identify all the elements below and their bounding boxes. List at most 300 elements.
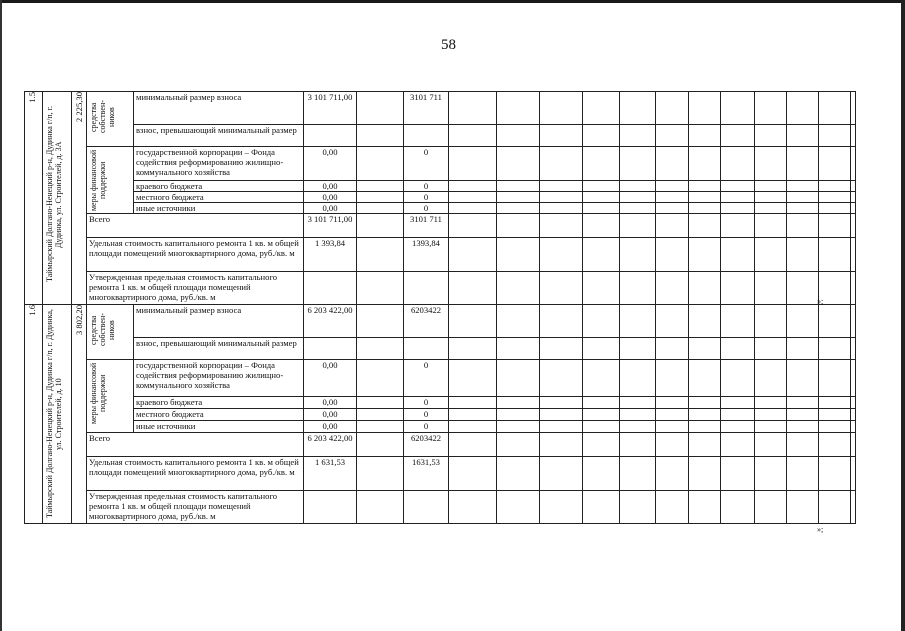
limit_cost-empty-cell	[721, 491, 755, 524]
total-empty-cell	[819, 214, 851, 238]
value-rub-min_fee: 3 101 711,00	[304, 92, 357, 125]
total-empty-cell	[851, 433, 856, 457]
limit_cost-empty-cell	[755, 491, 787, 524]
limit_cost-empty-cell	[656, 491, 689, 524]
table-row	[25, 125, 856, 147]
regional-empty-cell	[787, 397, 819, 409]
unit_cost-empty-cell	[851, 238, 856, 272]
unit_cost-empty-cell	[787, 457, 819, 491]
value-alt-other: 0	[404, 421, 449, 433]
unit_cost-empty-cell	[755, 457, 787, 491]
min_fee-empty-cell	[819, 92, 851, 125]
min_fee-empty-cell	[755, 305, 787, 338]
local-empty-cell	[689, 409, 721, 421]
total-empty-cell	[620, 214, 656, 238]
value-rub-over_min	[304, 338, 357, 360]
unit_cost-empty-cell	[540, 238, 583, 272]
total-empty-cell	[497, 214, 540, 238]
over_min-empty-cell	[787, 125, 819, 147]
regional-empty-cell	[449, 181, 497, 192]
regional-empty-cell	[583, 181, 620, 192]
limit_cost-empty-cell	[620, 491, 656, 524]
row-label-over_min: взнос, превышающий минимальный размер	[134, 125, 304, 147]
min_fee-empty-cell	[721, 92, 755, 125]
table-row	[25, 409, 856, 421]
other-empty-cell	[449, 203, 497, 214]
empty-cell	[357, 338, 404, 360]
table-row	[25, 360, 856, 397]
other-empty-cell	[497, 203, 540, 214]
regional-empty-cell	[620, 181, 656, 192]
support-measures-label	[87, 360, 134, 433]
empty-cell	[357, 305, 404, 338]
value-rub-total: 6 203 422,00	[304, 433, 357, 457]
min_fee-empty-cell	[689, 92, 721, 125]
regional-empty-cell	[819, 181, 851, 192]
house-area-text: 3 802,20	[74, 305, 84, 336]
local-empty-cell	[689, 192, 721, 203]
other-empty-cell	[755, 203, 787, 214]
row-label-regional: краевого бюджета	[134, 397, 304, 409]
other-empty-cell	[851, 421, 856, 433]
min_fee-empty-cell	[620, 92, 656, 125]
value-rub-fund: 0,00	[304, 147, 357, 181]
value-alt-other: 0	[404, 203, 449, 214]
regional-empty-cell	[721, 181, 755, 192]
regional-empty-cell	[851, 181, 856, 192]
unit_cost-empty-cell	[583, 457, 620, 491]
scan-edge-top	[0, 0, 905, 3]
empty-cell	[357, 360, 404, 397]
fund-empty-cell	[819, 360, 851, 397]
row-label-total: Всего	[87, 433, 304, 457]
limit_cost-empty-cell	[721, 272, 755, 305]
limit_cost-empty-cell	[449, 491, 497, 524]
limit_cost-empty-cell	[497, 272, 540, 305]
over_min-empty-cell	[721, 338, 755, 360]
min_fee-empty-cell	[721, 305, 755, 338]
unit_cost-empty-cell	[819, 238, 851, 272]
local-empty-cell	[540, 192, 583, 203]
fund-empty-cell	[755, 147, 787, 181]
limit_cost-empty-cell	[620, 272, 656, 305]
value-alt-total: 3101 711	[404, 214, 449, 238]
unit_cost-empty-cell	[819, 457, 851, 491]
own-funds-label	[87, 305, 134, 360]
unit_cost-empty-cell	[755, 238, 787, 272]
over_min-empty-cell	[449, 338, 497, 360]
empty-cell	[357, 203, 404, 214]
unit_cost-empty-cell	[851, 457, 856, 491]
over_min-empty-cell	[656, 338, 689, 360]
table-row	[25, 272, 856, 305]
regional-empty-cell	[583, 397, 620, 409]
min_fee-empty-cell	[787, 305, 819, 338]
own-funds-label-text: средства собствен-ников	[89, 100, 116, 134]
other-empty-cell	[540, 203, 583, 214]
value-rub-min_fee: 6 203 422,00	[304, 305, 357, 338]
own-funds-label	[87, 92, 134, 147]
local-empty-cell	[449, 409, 497, 421]
min_fee-empty-cell	[497, 305, 540, 338]
regional-empty-cell	[787, 181, 819, 192]
local-empty-cell	[721, 409, 755, 421]
table-row	[25, 203, 856, 214]
row-label-min_fee: минимальный размер взноса	[134, 305, 304, 338]
unit_cost-empty-cell	[620, 238, 656, 272]
total-empty-cell	[449, 433, 497, 457]
empty-cell	[357, 397, 404, 409]
total-empty-cell	[689, 433, 721, 457]
other-empty-cell	[819, 203, 851, 214]
fund-empty-cell	[497, 360, 540, 397]
table-row	[25, 192, 856, 203]
over_min-empty-cell	[449, 125, 497, 147]
fund-empty-cell	[449, 147, 497, 181]
regional-empty-cell	[620, 397, 656, 409]
house-area	[72, 305, 87, 524]
min_fee-empty-cell	[620, 305, 656, 338]
local-empty-cell	[819, 409, 851, 421]
unit_cost-empty-cell	[721, 457, 755, 491]
total-empty-cell	[497, 433, 540, 457]
local-empty-cell	[851, 192, 856, 203]
total-empty-cell	[787, 214, 819, 238]
over_min-empty-cell	[620, 125, 656, 147]
fund-empty-cell	[449, 360, 497, 397]
min_fee-empty-cell	[787, 92, 819, 125]
fund-empty-cell	[755, 360, 787, 397]
tail-mark-1: »;	[817, 297, 824, 306]
total-empty-cell	[540, 214, 583, 238]
other-empty-cell	[721, 421, 755, 433]
local-empty-cell	[755, 192, 787, 203]
value-alt-total: 6203422	[404, 433, 449, 457]
value-alt-local: 0	[404, 192, 449, 203]
over_min-empty-cell	[721, 125, 755, 147]
other-empty-cell	[755, 421, 787, 433]
fund-empty-cell	[689, 360, 721, 397]
limit_cost-empty-cell	[656, 272, 689, 305]
page-number: 58	[441, 37, 456, 53]
over_min-empty-cell	[656, 125, 689, 147]
min_fee-empty-cell	[540, 305, 583, 338]
local-empty-cell	[540, 409, 583, 421]
house-address-text: Таймырский Долгано-Ненецкий р-н, Дудинка г/п, г. Дудинка, ул. Строителей, д. 3А	[45, 106, 63, 283]
own-funds-label-text: средства собствен-ников	[89, 313, 116, 347]
row-label-limit_cost: Утвержденная предельная стоимость капитального ремонта 1 кв. м общей площади помещений многоквартирного дома, руб./кв. м	[87, 491, 304, 524]
unit_cost-empty-cell	[689, 238, 721, 272]
other-empty-cell	[787, 421, 819, 433]
empty-cell	[357, 491, 404, 524]
regional-empty-cell	[656, 397, 689, 409]
table-row	[25, 433, 856, 457]
total-empty-cell	[656, 433, 689, 457]
house-address	[43, 305, 72, 524]
fund-empty-cell	[819, 147, 851, 181]
fund-empty-cell	[851, 147, 856, 181]
regional-empty-cell	[851, 397, 856, 409]
total-empty-cell	[689, 214, 721, 238]
min_fee-empty-cell	[755, 92, 787, 125]
table-row	[25, 238, 856, 272]
local-empty-cell	[583, 192, 620, 203]
over_min-empty-cell	[689, 338, 721, 360]
unit_cost-empty-cell	[656, 238, 689, 272]
value-rub-other: 0,00	[304, 421, 357, 433]
other-empty-cell	[689, 421, 721, 433]
total-empty-cell	[851, 214, 856, 238]
value-alt-over_min	[404, 125, 449, 147]
fund-empty-cell	[721, 147, 755, 181]
empty-cell	[357, 409, 404, 421]
table-row	[25, 457, 856, 491]
table-row	[25, 397, 856, 409]
row-label-other: иные источники	[134, 421, 304, 433]
other-empty-cell	[689, 203, 721, 214]
over_min-empty-cell	[583, 125, 620, 147]
local-empty-cell	[620, 192, 656, 203]
support-measures-label-text: меры финансовой поддержки	[89, 362, 107, 424]
other-empty-cell	[620, 421, 656, 433]
total-empty-cell	[583, 214, 620, 238]
table-row	[25, 181, 856, 192]
scan-edge-right	[901, 0, 905, 631]
row-label-over_min: взнос, превышающий минимальный размер	[134, 338, 304, 360]
value-rub-limit_cost	[304, 272, 357, 305]
table-row	[25, 421, 856, 433]
total-empty-cell	[755, 214, 787, 238]
over_min-empty-cell	[819, 338, 851, 360]
support-measures-label-text: меры финансовой поддержки	[89, 149, 107, 211]
table-row	[25, 214, 856, 238]
value-alt-limit_cost	[404, 272, 449, 305]
value-rub-local: 0,00	[304, 409, 357, 421]
regional-empty-cell	[449, 397, 497, 409]
unit_cost-empty-cell	[787, 238, 819, 272]
unit_cost-empty-cell	[449, 238, 497, 272]
row-label-fund: государственной корпорации – Фонда содействия реформированию жилищно-коммунального хозяйства	[134, 147, 304, 181]
empty-cell	[357, 272, 404, 305]
local-empty-cell	[755, 409, 787, 421]
unit_cost-empty-cell	[656, 457, 689, 491]
value-alt-regional: 0	[404, 397, 449, 409]
local-empty-cell	[620, 409, 656, 421]
min_fee-empty-cell	[497, 92, 540, 125]
other-empty-cell	[656, 203, 689, 214]
value-rub-fund: 0,00	[304, 360, 357, 397]
value-alt-over_min	[404, 338, 449, 360]
table-row	[25, 92, 856, 125]
over_min-empty-cell	[755, 338, 787, 360]
table-row	[25, 491, 856, 524]
min_fee-empty-cell	[851, 92, 856, 125]
over_min-empty-cell	[819, 125, 851, 147]
empty-cell	[357, 147, 404, 181]
min_fee-empty-cell	[583, 92, 620, 125]
fund-empty-cell	[620, 147, 656, 181]
fund-empty-cell	[583, 147, 620, 181]
fund-empty-cell	[787, 147, 819, 181]
unit_cost-empty-cell	[540, 457, 583, 491]
value-alt-fund: 0	[404, 360, 449, 397]
regional-empty-cell	[497, 181, 540, 192]
fund-empty-cell	[689, 147, 721, 181]
other-empty-cell	[583, 421, 620, 433]
other-empty-cell	[819, 421, 851, 433]
limit_cost-empty-cell	[689, 491, 721, 524]
local-empty-cell	[819, 192, 851, 203]
unit_cost-empty-cell	[497, 238, 540, 272]
row-label-unit_cost: Удельная стоимость капитального ремонта 1 кв. м общей площади помещений многоквартирного дома, руб./кв. м	[87, 457, 304, 491]
table-row	[25, 147, 856, 181]
local-empty-cell	[583, 409, 620, 421]
over_min-empty-cell	[497, 125, 540, 147]
empty-cell	[357, 192, 404, 203]
row-label-min_fee: минимальный размер взноса	[134, 92, 304, 125]
unit_cost-empty-cell	[620, 457, 656, 491]
unit_cost-empty-cell	[583, 238, 620, 272]
support-measures-label	[87, 147, 134, 214]
value-rub-over_min	[304, 125, 357, 147]
value-alt-min_fee: 3101 711	[404, 92, 449, 125]
over_min-empty-cell	[540, 125, 583, 147]
min_fee-empty-cell	[689, 305, 721, 338]
total-empty-cell	[540, 433, 583, 457]
row-label-local: местного бюджета	[134, 192, 304, 203]
row-label-total: Всего	[87, 214, 304, 238]
over_min-empty-cell	[787, 338, 819, 360]
regional-empty-cell	[819, 397, 851, 409]
limit_cost-empty-cell	[540, 491, 583, 524]
local-empty-cell	[656, 192, 689, 203]
fund-empty-cell	[540, 360, 583, 397]
fund-empty-cell	[721, 360, 755, 397]
local-empty-cell	[497, 192, 540, 203]
value-rub-unit_cost: 1 393,84	[304, 238, 357, 272]
limit_cost-empty-cell	[819, 491, 851, 524]
local-empty-cell	[449, 192, 497, 203]
table-row	[25, 338, 856, 360]
fund-empty-cell	[787, 360, 819, 397]
empty-cell	[357, 181, 404, 192]
limit_cost-empty-cell	[787, 491, 819, 524]
unit_cost-empty-cell	[721, 238, 755, 272]
value-alt-unit_cost: 1631,53	[404, 457, 449, 491]
limit_cost-empty-cell	[819, 272, 851, 305]
value-rub-total: 3 101 711,00	[304, 214, 357, 238]
empty-cell	[357, 421, 404, 433]
regional-empty-cell	[540, 397, 583, 409]
house-area	[72, 92, 87, 305]
regional-empty-cell	[689, 181, 721, 192]
total-empty-cell	[819, 433, 851, 457]
empty-cell	[357, 214, 404, 238]
value-rub-regional: 0,00	[304, 181, 357, 192]
fund-empty-cell	[851, 360, 856, 397]
fund-empty-cell	[583, 360, 620, 397]
limit_cost-empty-cell	[755, 272, 787, 305]
other-empty-cell	[583, 203, 620, 214]
scan-edge-left	[0, 0, 2, 631]
limit_cost-empty-cell	[583, 272, 620, 305]
total-empty-cell	[656, 214, 689, 238]
tail-mark-2: »;	[817, 525, 824, 534]
limit_cost-empty-cell	[449, 272, 497, 305]
fund-empty-cell	[656, 360, 689, 397]
regional-empty-cell	[755, 181, 787, 192]
unit_cost-empty-cell	[497, 457, 540, 491]
value-rub-local: 0,00	[304, 192, 357, 203]
fund-empty-cell	[540, 147, 583, 181]
local-empty-cell	[721, 192, 755, 203]
limit_cost-empty-cell	[540, 272, 583, 305]
row-label-unit_cost: Удельная стоимость капитального ремонта 1 кв. м общей площади помещений многоквартирного дома, руб./кв. м	[87, 238, 304, 272]
empty-cell	[357, 92, 404, 125]
value-rub-regional: 0,00	[304, 397, 357, 409]
over_min-empty-cell	[755, 125, 787, 147]
other-empty-cell	[449, 421, 497, 433]
item-number	[25, 305, 43, 524]
total-empty-cell	[449, 214, 497, 238]
other-empty-cell	[540, 421, 583, 433]
total-empty-cell	[620, 433, 656, 457]
over_min-empty-cell	[540, 338, 583, 360]
min_fee-empty-cell	[656, 92, 689, 125]
other-empty-cell	[656, 421, 689, 433]
fund-empty-cell	[497, 147, 540, 181]
item-number-text: 1.5	[27, 92, 37, 103]
row-label-limit_cost: Утвержденная предельная стоимость капитального ремонта 1 кв. м общей площади помещений многоквартирного дома, руб./кв. м	[87, 272, 304, 305]
total-empty-cell	[721, 214, 755, 238]
empty-cell	[357, 457, 404, 491]
other-empty-cell	[851, 203, 856, 214]
regional-empty-cell	[689, 397, 721, 409]
other-empty-cell	[787, 203, 819, 214]
total-empty-cell	[721, 433, 755, 457]
value-rub-other: 0,00	[304, 203, 357, 214]
limit_cost-empty-cell	[851, 491, 856, 524]
empty-cell	[357, 125, 404, 147]
limit_cost-empty-cell	[851, 272, 856, 305]
other-empty-cell	[620, 203, 656, 214]
value-rub-unit_cost: 1 631,53	[304, 457, 357, 491]
regional-empty-cell	[755, 397, 787, 409]
row-label-other: иные источники	[134, 203, 304, 214]
value-alt-unit_cost: 1393,84	[404, 238, 449, 272]
limit_cost-empty-cell	[787, 272, 819, 305]
local-empty-cell	[787, 409, 819, 421]
over_min-empty-cell	[689, 125, 721, 147]
limit_cost-empty-cell	[583, 491, 620, 524]
min_fee-empty-cell	[540, 92, 583, 125]
regional-empty-cell	[497, 397, 540, 409]
capital-repair-table	[24, 91, 856, 524]
over_min-empty-cell	[497, 338, 540, 360]
row-label-regional: краевого бюджета	[134, 181, 304, 192]
unit_cost-empty-cell	[689, 457, 721, 491]
value-rub-limit_cost	[304, 491, 357, 524]
limit_cost-empty-cell	[497, 491, 540, 524]
fund-empty-cell	[620, 360, 656, 397]
local-empty-cell	[497, 409, 540, 421]
other-empty-cell	[721, 203, 755, 214]
local-empty-cell	[656, 409, 689, 421]
empty-cell	[357, 238, 404, 272]
regional-empty-cell	[721, 397, 755, 409]
min_fee-empty-cell	[851, 305, 856, 338]
fund-empty-cell	[656, 147, 689, 181]
